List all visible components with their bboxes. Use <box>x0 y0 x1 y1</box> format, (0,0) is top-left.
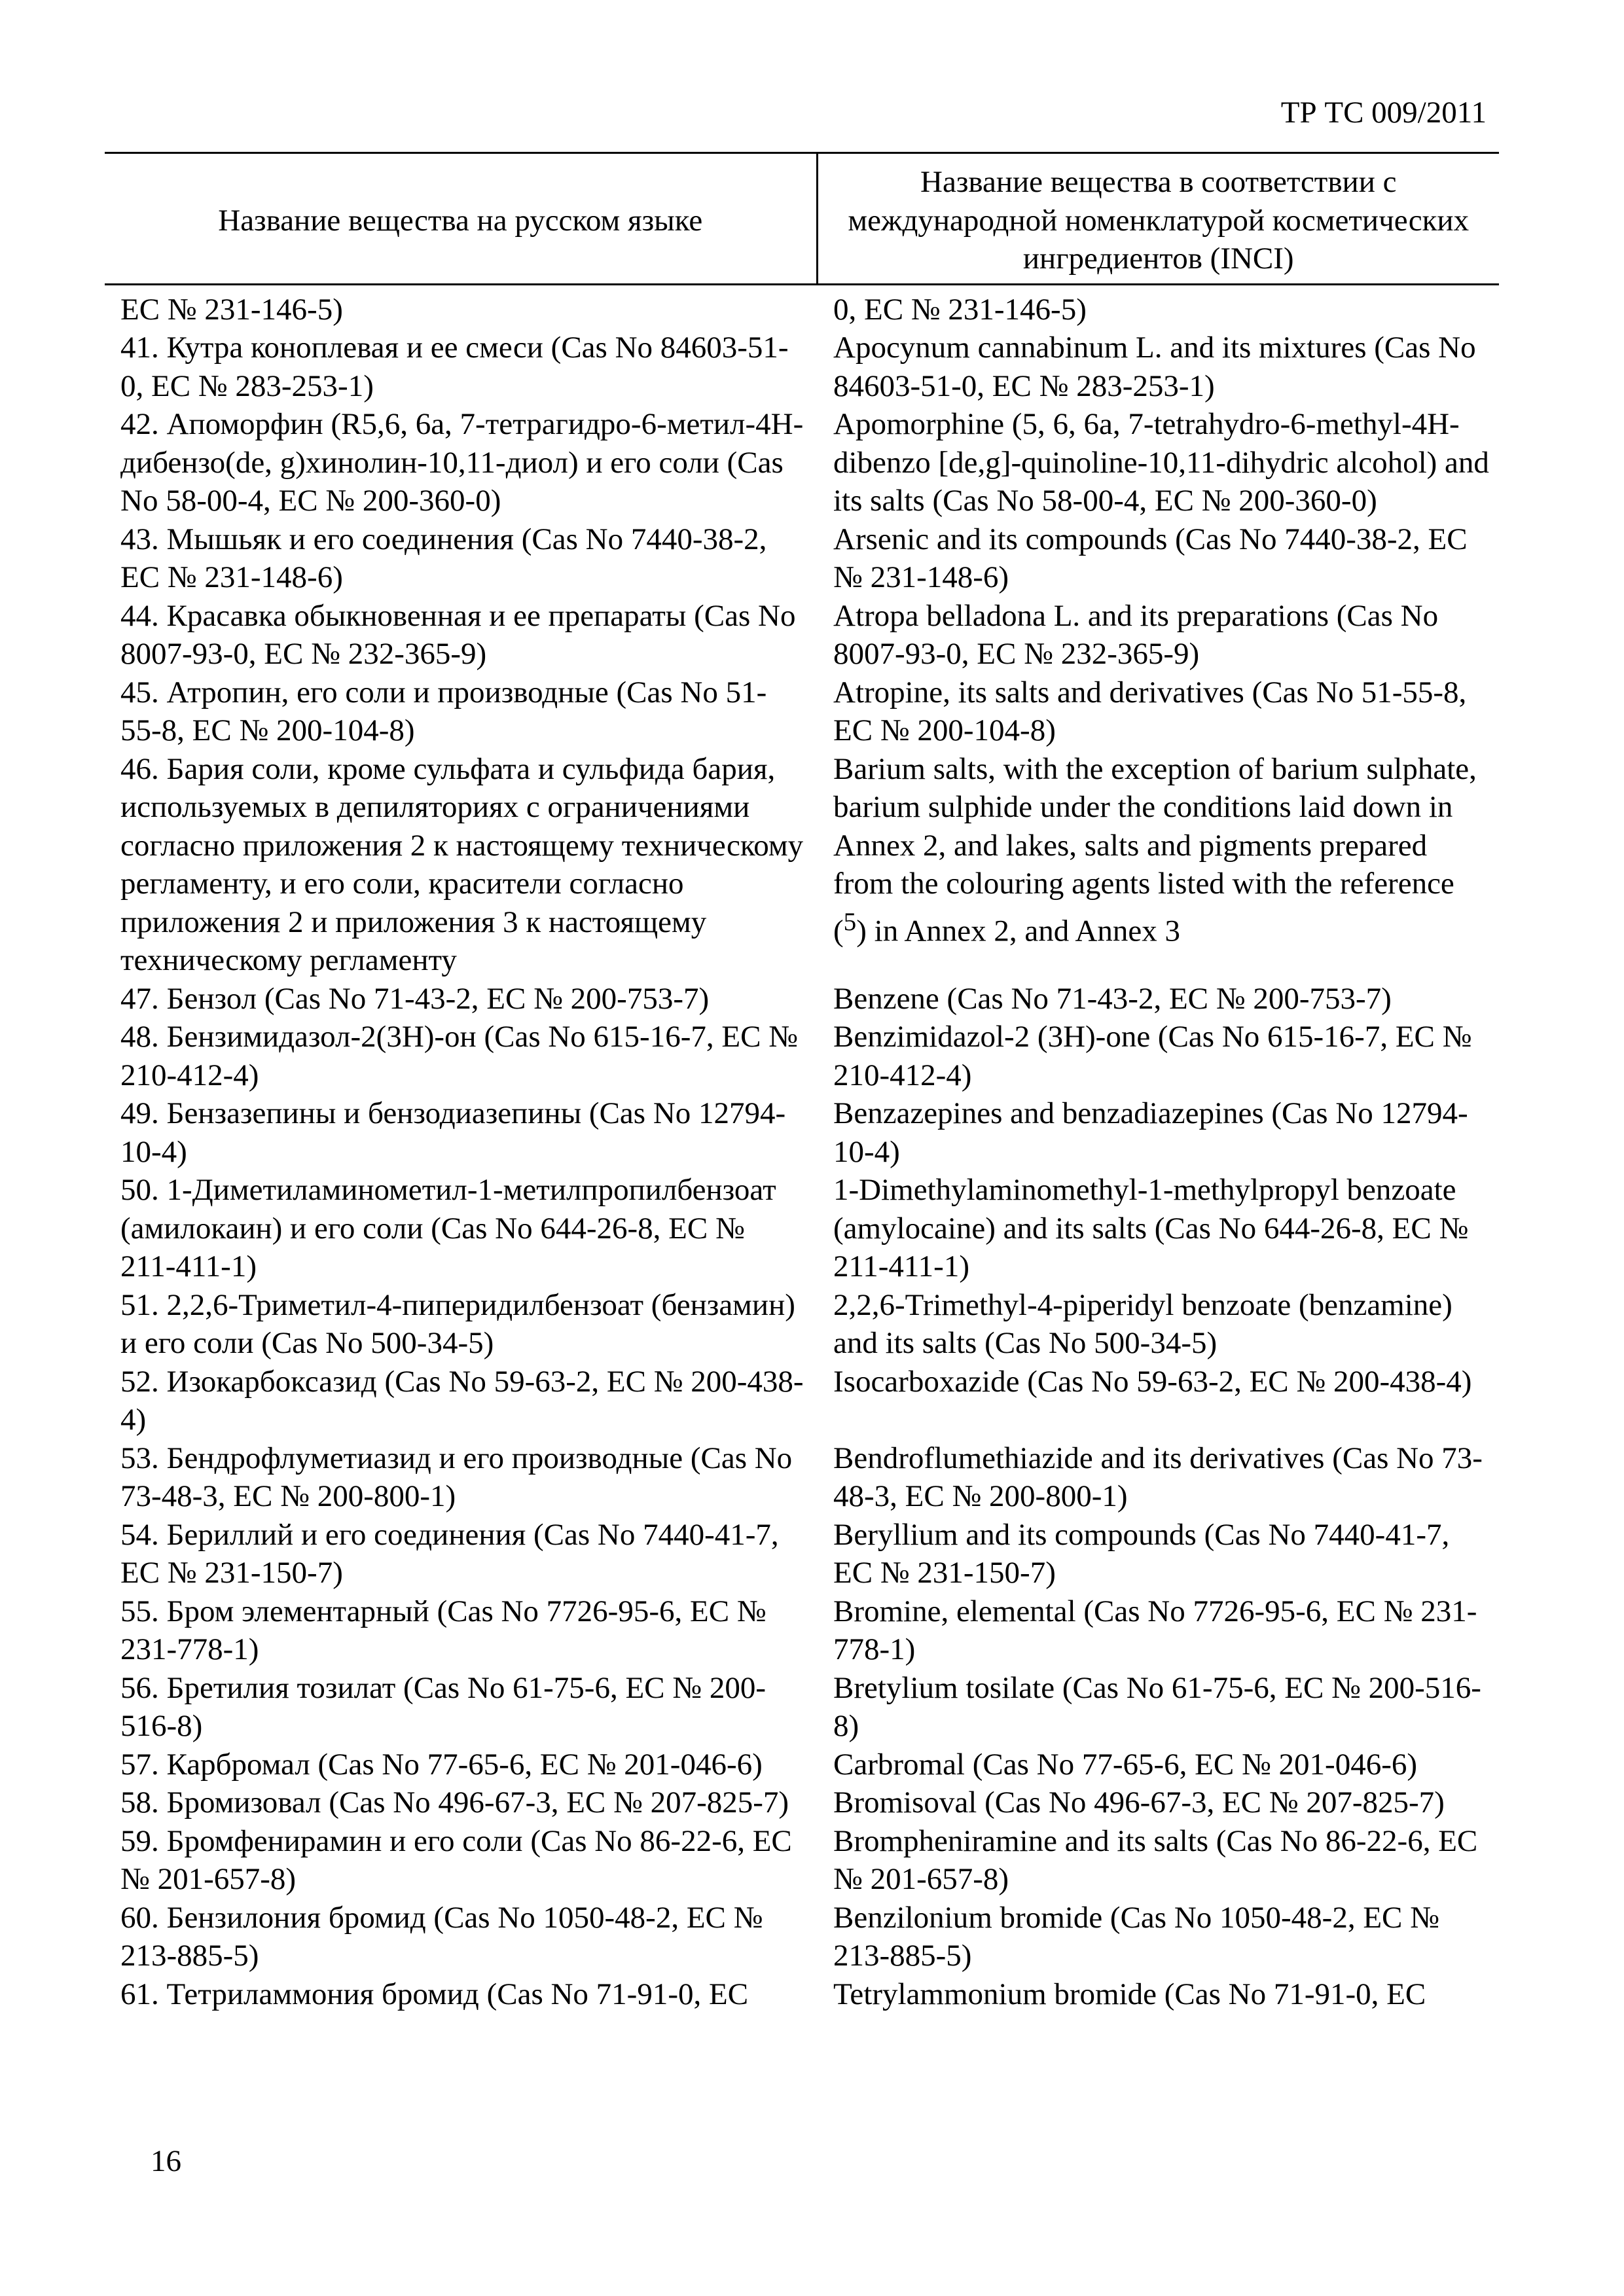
inci-name-cell: Apomorphine (5, 6, 6a, 7-tetrahydro-6-methyl-4H-dibenzo [de,g]-quinoline-10,11-dihydric alcohol) and its salts (Cas No 58-00-4, EC № 200-360-0) <box>833 407 1489 518</box>
russian-name-cell: 44. Красавка обыкновенная и ее препараты (Cas No 8007-93-0, ЕС № 232-365-9) <box>120 598 796 671</box>
document-code: ТР ТС 009/2011 <box>1280 96 1487 130</box>
footnote-reference: 5 <box>843 907 857 936</box>
inci-name-cell: Beryllium and its compounds (Cas No 7440-41-7, EC № 231-150-7) <box>833 1517 1450 1590</box>
inci-name-cell: Bromine, elemental (Cas No 7726-95-6, EC № 231-778-1) <box>833 1594 1477 1666</box>
russian-name-cell: 41. Кутра коноплевая и ее смеси (Cas No 84603-51-0, ЕС № 283-253-1) <box>120 331 789 403</box>
table-row <box>105 1669 1499 1746</box>
inci-name-text-tail: ) in Annex 2, and Annex 3 <box>856 914 1180 948</box>
table-row <box>105 1592 1499 1669</box>
table-row <box>105 1975 1499 2014</box>
inci-name-cell: Atropa belladona L. and its preparations (Cas No 8007-93-0, EC № 232-365-9) <box>833 598 1439 671</box>
table-row <box>105 673 1499 750</box>
russian-name-cell: 43. Мышьяк и его соединения (Cas No 7440-38-2, ЕС № 231-148-6) <box>120 522 767 594</box>
russian-name-cell: 59. Бромфенирамин и его соли (Cas No 86-22-6, ЕС № 201-657-8) <box>120 1823 792 1896</box>
inci-name-cell: 1-Dimethylaminomethyl-1-methylpropyl benzoate (amylocaine) and its salts (Cas No 644-26-8, EC № 211-411-1) <box>833 1173 1469 1283</box>
russian-name-cell: 57. Карбромал (Cas No 77-65-6, ЕС № 201-046-6) <box>120 1747 763 1782</box>
inci-name-cell: Benzene (Cas No 71-43-2, EC № 200-753-7) <box>833 981 1392 1016</box>
russian-name-cell: 50. 1-Диметиламинометил-1-метилпропилбензоат (амилокаин) и его соли (Cas No 644-26-8, ЕС № 211-411-1) <box>120 1173 776 1283</box>
table-row <box>105 1516 1499 1592</box>
russian-name-cell: 52. Изокарбоксазид (Cas No 59-63-2, ЕС № 200-438-4) <box>120 1364 804 1437</box>
table-row <box>105 1363 1499 1439</box>
inci-name-cell: Benzimidazol-2 (3H)-one (Cas No 615-16-7, EC № 210-412-4) <box>833 1020 1472 1092</box>
table-row <box>105 1018 1499 1094</box>
russian-name-cell: 58. Бромизовал (Cas No 496-67-3, ЕС № 207-825-7) <box>120 1785 789 1820</box>
russian-name-cell: ЕС № 231-146-5) <box>120 292 343 327</box>
inci-name-cell: Benzilonium bromide (Cas No 1050-48-2, EC № 213-885-5) <box>833 1900 1439 1973</box>
table-row <box>105 520 1499 597</box>
table-row <box>105 1094 1499 1171</box>
russian-name-cell: 51. 2,2,6-Триметил-4-пиперидилбензоат (бензамин) и его соли (Cas No 500-34-5) <box>120 1287 795 1360</box>
inci-name-cell: Atropine, its salts and derivatives (Cas No 51-55-8, EC № 200-104-8) <box>833 675 1467 747</box>
russian-name-cell: 60. Бензилония бромид (Cas No 1050-48-2, ЕС № 213-885-5) <box>120 1900 763 1973</box>
russian-name-cell: 56. Бретилия тозилат (Cas No 61-75-6, ЕС № 200-516-8) <box>120 1670 766 1743</box>
russian-name-cell: 54. Бериллий и его соединения (Cas No 7440-41-7, ЕС № 231-150-7) <box>120 1517 779 1590</box>
russian-name-cell: 42. Апоморфин (R5,6, 6а, 7-тетрагидро-6-метил-4Н-дибензо(de, g)хинолин-10,11-диол) и его соли (Cas No 58-00-4, ЕС № 200-360-0) <box>120 407 804 518</box>
table-row <box>105 329 1499 405</box>
table-row <box>105 405 1499 520</box>
table-row <box>105 1171 1499 1286</box>
inci-name-cell: 0, EC № 231-146-5) <box>833 292 1087 327</box>
russian-name-cell: 49. Бензазепины и бензодиазепины (Cas No 12794-10-4) <box>120 1096 786 1169</box>
table-row <box>105 1746 1499 1784</box>
inci-name-cell: Isocarboxazide (Cas No 59-63-2, EC № 200-438-4) <box>833 1364 1472 1399</box>
inci-name-cell: Arsenic and its compounds (Cas No 7440-38-2, EC № 231-148-6) <box>833 522 1468 594</box>
inci-name-text: Barium salts, with the exception of barium sulphate, barium sulphide under the conditions laid down in Annex 2, and lakes, salts and pigments prepared from the colouring agents listed with the reference ( <box>833 751 1477 948</box>
table-row <box>105 1286 1499 1363</box>
russian-name-cell: 53. Бендрофлуметиазид и его производные (Cas No 73-48-3, ЕС № 200-800-1) <box>120 1441 793 1513</box>
table-row <box>105 1822 1499 1899</box>
table-row <box>105 980 1499 1018</box>
russian-name-cell: 46. Бария соли, кроме сульфата и сульфида бария, используемых в депиляториях с ограничениями согласно приложения 2 к настоящему техническому регламенту, и его соли, красители согласно приложения 2 и приложения 3 к настоящему техническому регламенту <box>120 751 804 977</box>
inci-name-cell: Benzazepines and benzadiazepines (Cas No 12794-10-4) <box>833 1096 1468 1169</box>
page-number: 16 <box>151 2144 181 2178</box>
inci-name-cell: Apocynum cannabinum L. and its mixtures (Cas No 84603-51-0, EC № 283-253-1) <box>833 331 1476 403</box>
table-row <box>105 750 1499 980</box>
inci-name-cell <box>817 750 1499 980</box>
table-row <box>105 284 1499 329</box>
russian-name-cell: 61. Тетриламмония бромид (Cas No 71-91-0, ЕС <box>120 1977 749 2011</box>
inci-name-cell: Brompheniramine and its salts (Cas No 86-22-6, EC № 201-657-8) <box>833 1823 1478 1896</box>
substances-table <box>105 152 1499 2013</box>
inci-name-cell: Bromisoval (Cas No 496-67-3, EC № 207-825-7) <box>833 1785 1445 1820</box>
table-row <box>105 597 1499 673</box>
table-row <box>105 1439 1499 1516</box>
inci-name-cell: Bretylium tosilate (Cas No 61-75-6, EC № 200-516-8) <box>833 1670 1481 1743</box>
inci-name-cell: Bendroflumethiazide and its derivatives (Cas No 73-48-3, EC № 200-800-1) <box>833 1441 1483 1513</box>
inci-name-cell: Tetrylammonium bromide (Cas No 71-91-0, EC <box>833 1977 1426 2011</box>
russian-name-cell: 47. Бензол (Cas No 71-43-2, ЕС № 200-753-7) <box>120 981 710 1016</box>
russian-name-cell: 55. Бром элементарный (Cas No 7726-95-6, ЕС № 231-778-1) <box>120 1594 767 1666</box>
table-row <box>105 1899 1499 1975</box>
table-row <box>105 1784 1499 1822</box>
inci-name-cell: 2,2,6-Trimethyl-4-piperidyl benzoate (benzamine) and its salts (Cas No 500-34-5) <box>833 1287 1453 1360</box>
inci-name-cell: Carbromal (Cas No 77-65-6, EC № 201-046-6) <box>833 1747 1417 1782</box>
russian-name-cell: 45. Атропин, его соли и производные (Cas No 51-55-8, ЕС № 200-104-8) <box>120 675 767 747</box>
russian-name-cell: 48. Бензимидазол-2(3Н)-он (Cas No 615-16-7, ЕС № 210-412-4) <box>120 1020 799 1092</box>
table-header-row <box>105 153 1499 285</box>
column-header-inci-name: Название вещества в соответствии с международной номенклатурой косметических ингредиентов (INCI) <box>817 153 1499 285</box>
column-header-russian-name: Название вещества на русском языке <box>105 153 817 285</box>
